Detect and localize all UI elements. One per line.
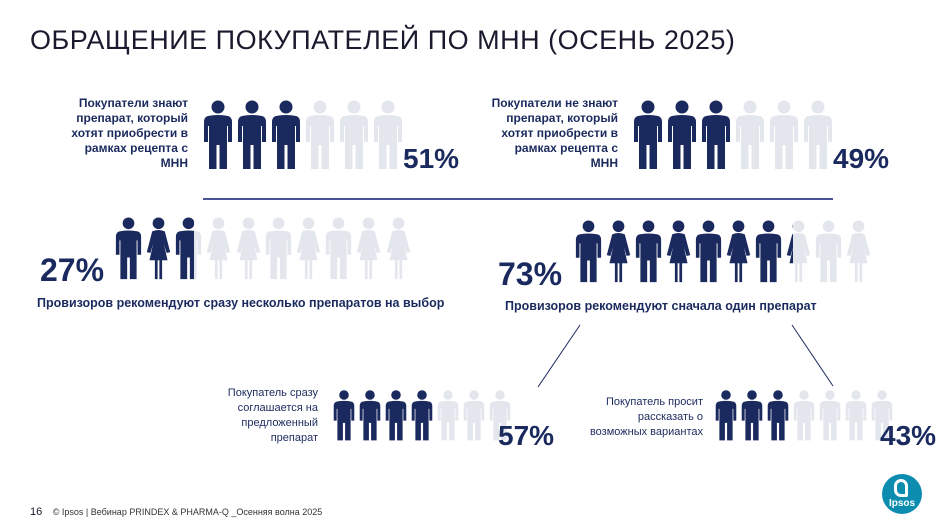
footer [30,506,322,518]
top-left-label-line: Покупатели знают [78,96,188,110]
top-right-label-line: рамках рецепта с [514,141,618,155]
right-branch-line [792,325,833,386]
footer-text: © Ipsos | Вебинар PRINDEX & PHARMA-Q _Осенняя волна 2025 [52,507,323,517]
top-right-percent: 49% [833,143,890,174]
man-icon [437,388,459,443]
top-right-label-line: Покупатели не знают [491,96,618,110]
bottom-right-label-line: рассказать о [637,411,703,423]
top-left-label-line: МНН [160,156,188,170]
middle-right-caption: Провизоров рекомендуют сначала один препарат [505,299,817,313]
top-left-label-line: препарат, который [76,111,188,125]
middle-left-caption: Провизоров рекомендуют сразу несколько препаратов на выбор [37,296,445,310]
bottom-left-label-line: предложенный [241,417,318,429]
bottom-left-people-icons [333,388,511,443]
middle-left-percent: 27% [40,252,105,288]
man-icon [463,388,485,443]
man-icon [741,388,763,443]
man-icon [359,388,381,443]
top-left-percent: 51% [403,143,460,174]
bottom-left-label-line: Покупатель сразу [227,387,318,399]
bottom-right-people-icons [715,388,893,443]
top-left-label-line: рамках рецепта с [84,141,188,155]
bottom-left-percent: 57% [498,420,555,451]
page-title: ОБРАЩЕНИЕ ПОКУПАТЕЛЕЙ ПО МНН (ОСЕНЬ 2025) [30,25,736,55]
bottom-left-label-line: соглашается на [237,402,318,414]
man-icon [793,388,815,443]
ipsos-logo [882,474,922,514]
page-number: 16 [30,506,43,518]
top-right-label-line: МНН [590,156,618,170]
bottom-left-label [200,386,318,446]
top-right-label-line: препарат, который [506,111,618,125]
top-left-label-line: хотят приобрести в [71,126,188,140]
top-right-label-line: хотят приобрести в [501,126,618,140]
left-branch-line [538,325,580,387]
bottom-right-label-line: Покупатель просит [605,396,703,408]
bottom-right-percent: 43% [880,420,937,451]
man-icon [819,388,841,443]
ipsos-logo-mark [894,479,908,497]
man-icon [715,388,737,443]
ipsos-logo-text: Ipsos [888,498,916,509]
middle-right-percent: 73% [498,256,563,292]
man-icon [385,388,407,443]
bottom-right-label-line: возможных вариантах [589,426,703,438]
man-icon [333,388,355,443]
man-icon [845,388,867,443]
man-icon [411,388,433,443]
bottom-right-label [585,395,703,440]
man-icon [767,388,789,443]
bottom-left-label-line: препарат [270,432,318,444]
